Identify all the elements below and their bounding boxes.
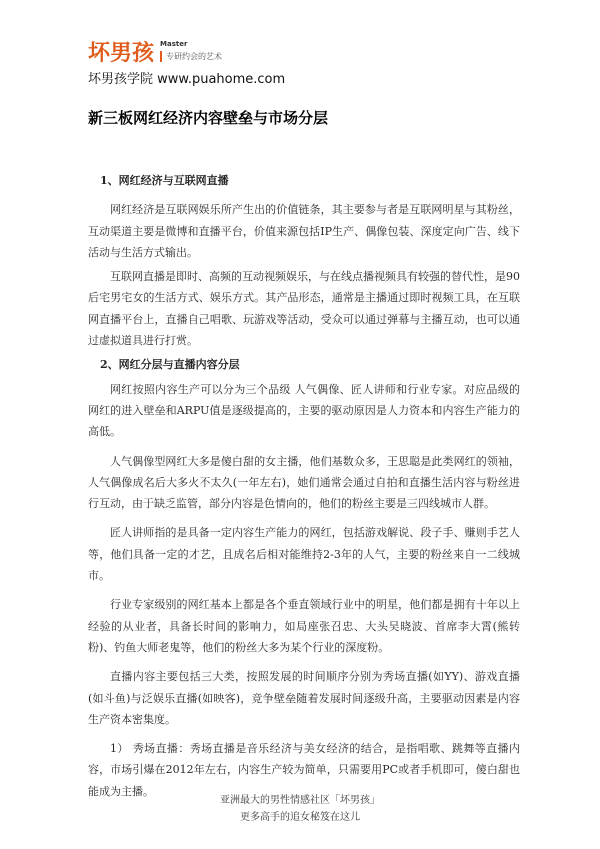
paragraph: 行业专家级别的网红基本上都是各个垂直领域行业中的明星，他们都是拥有十年以上经验的从业者，具备长时间的影响力，如局座张召忠、大头吴晓波、首席李大霄(熊转粉)、钓鱼大师老鬼等，他们的粉丝大多为某个行业的深度粉。: [88, 598, 520, 654]
logo-text: 坏男孩: [88, 41, 155, 66]
document-body: [88, 170, 520, 802]
logo-en: Master: [160, 40, 188, 48]
brand-logo: [88, 40, 528, 70]
section-heading: 2、网红分层与直播内容分层: [100, 358, 240, 372]
paragraph: 网红经济是互联网娱乐所产生出的价值链条，其主要参与者是互联网明星与其粉丝，互动渠道主要是微博和直播平台，价值来源包括IP生产、偶像包装、深度定向广告、线下活动与生活方式输出。: [88, 203, 520, 259]
logo-side: [160, 40, 222, 62]
paragraph: 直播内容主要包括三大类，按照发展的时间顺序分别为秀场直播(如YY)、游戏直播(如斗鱼)与泛娱乐直播(如映客)，竞争壁垒随着发展时间逐级升高，主要驱动因素是内容生产资本密集度。: [88, 670, 520, 726]
logo-tagline: [160, 51, 222, 62]
page-header: [88, 40, 528, 92]
footer-line: 更多高手的追女秘笈在这儿: [240, 812, 360, 823]
section-heading: 1、网红经济与互联网直播: [100, 174, 229, 187]
paragraph: 1） 秀场直播：秀场直播是音乐经济与美女经济的结合，是指唱歌、跳舞等直播内容，市场引爆在2012年左右，内容生产较为简单，只需要用PC或者手机即可，傻白甜也能成为主播。: [88, 742, 520, 798]
paragraph: 网红按照内容生产可以分为三个品级 人气偶像、匠人讲师和行业专家。对应品级的网红的进入壁垒和ARPU值是逐级提高的，主要的驱动原因是人力资本和内容生产能力的高低。: [88, 382, 520, 439]
paragraph: 互联网直播是即时、高频的互动视频娱乐，与在线点播视频具有较强的替代性，是90后宅男宅女的生活方式、娱乐方式。其产品形态，通常是主播通过即时视频工具，在互联网直播平台上，直播自己唱歌、玩游戏等活动，受众可以通过弹幕与主播互动，也可以通过虚拟道具进行打赏。: [88, 270, 520, 348]
site-line: 坏男孩学院 www.puahome.com: [88, 72, 286, 87]
document-title: 新三板网红经济内容壁垒与市场分层: [88, 109, 329, 127]
paragraph: 人气偶像型网红大多是傻白甜的女主播，他们基数众多，王思聪是此类网红的领袖，人气偶像成名后大多火不太久(一年左右)，她们通常会通过自拍和直播生活内容与粉丝进行互动，由于缺乏监管，部分内容是色情向的，他们的粉丝主要是三四线城市人群。: [88, 454, 520, 511]
logo-slogan: 专研约会的艺术: [166, 52, 223, 61]
tag-divider: [160, 51, 162, 62]
paragraph: 匠人讲师指的是具备一定内容生产能力的网红，包括游戏解说、段子手、赚则手艺人等，他们具备一定的才艺，且成名后相对能维持2-3年的人气，主要的粉丝来自一二线城市。: [88, 526, 520, 583]
footer-line: 亚洲最大的男性情感社区「坏男孩」: [220, 795, 380, 806]
page-footer: [0, 792, 600, 826]
